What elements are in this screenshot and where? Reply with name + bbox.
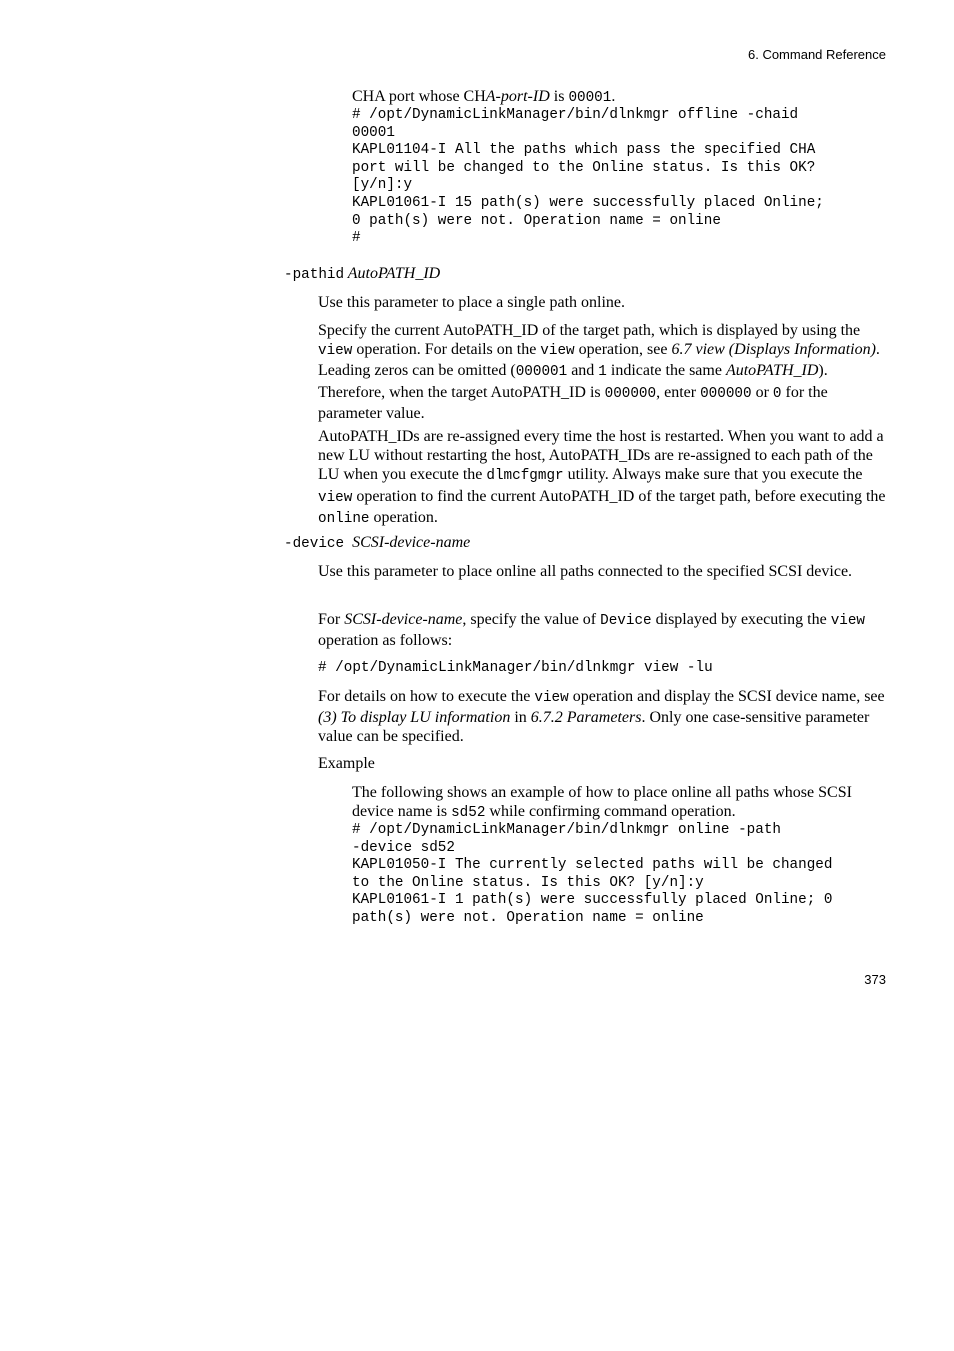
device-para-3 bbox=[318, 687, 890, 747]
device-para-1: Use this parameter to place online all paths connected to the specified SCSI device. bbox=[318, 563, 853, 580]
text: displayed by executing the bbox=[651, 611, 831, 628]
text: , specify the value of bbox=[462, 611, 601, 628]
italic: AutoPATH_ID bbox=[725, 362, 819, 380]
device-flag: -device bbox=[284, 536, 345, 552]
intro-text: . bbox=[611, 88, 616, 105]
code: view bbox=[534, 690, 569, 706]
code: view bbox=[540, 343, 575, 360]
running-header: 6. Command Reference bbox=[747, 47, 886, 62]
text: operation and display the SCSI device name, see bbox=[568, 688, 885, 705]
pathid-flag: -pathid bbox=[284, 267, 345, 283]
text: operation as follows: bbox=[318, 632, 453, 650]
device-arg: SCSI-device-name bbox=[352, 534, 471, 551]
pathid-para-2 bbox=[318, 321, 890, 423]
code: 000001 bbox=[515, 364, 568, 381]
code-example-chaid: # /opt/DynamicLinkManager/bin/dlnkmgr offline -chaid 00001 KAPL01104-I All the paths which pass the specified CHA port will be changed to the Online status. Is this OK? [y/n]:y KAPL01061-I 15 path(s) were successfully placed Online; 0 path(s) were not. Operation name = online # bbox=[352, 107, 824, 247]
code: online bbox=[318, 510, 370, 527]
text: operation. For details on the bbox=[352, 341, 541, 359]
text: . Only one case-sensitive parameter value can be specified. bbox=[318, 709, 870, 746]
text: AutoPATH_IDs are re-assigned every time the host is restarted. When you want to add a new LU without restarting the host, AutoPATH_IDs are re-assigned to each path of the LU when you execute the bbox=[318, 428, 884, 484]
text: . Leading zeros can be omitted ( bbox=[318, 341, 880, 380]
code-view-lu: # /opt/DynamicLinkManager/bin/dlnkmgr view -lu bbox=[318, 660, 713, 676]
text: The following shows an example of how to place online all paths whose SCSI device name is bbox=[352, 784, 852, 821]
intro-line bbox=[352, 87, 892, 108]
code: dlmcfgmgr bbox=[486, 468, 564, 485]
text: operation to find the current AutoPATH_ID of the target path, before executing the bbox=[352, 487, 886, 505]
code: sd52 bbox=[451, 805, 486, 822]
text: and bbox=[567, 362, 599, 380]
xref-link[interactable]: 6.7 view (Displays Information) bbox=[671, 341, 876, 359]
text: in bbox=[510, 709, 531, 727]
text: indicate the same bbox=[606, 362, 726, 380]
intro-code: 00001 bbox=[568, 90, 612, 106]
text: For bbox=[318, 611, 345, 628]
text: while confirming command operation. bbox=[485, 803, 736, 821]
pathid-heading bbox=[284, 264, 440, 285]
text: for the parameter value. bbox=[318, 383, 828, 422]
text: Specify the current AutoPATH_ID of the target path, which is displayed by using the bbox=[318, 322, 861, 339]
xref-link[interactable]: 6.7.2 Parameters bbox=[530, 709, 642, 727]
code: 000000 bbox=[604, 385, 657, 402]
text: ). Therefore, when the target AutoPATH_ID is bbox=[318, 362, 828, 401]
italic: SCSI-device-name bbox=[344, 611, 463, 628]
code: Device bbox=[600, 613, 652, 629]
code: view bbox=[830, 613, 866, 629]
device-para-2 bbox=[318, 610, 890, 650]
text: operation. bbox=[369, 508, 438, 526]
code: 1 bbox=[598, 364, 607, 381]
pathid-arg: AutoPATH_ID bbox=[344, 265, 441, 282]
intro-italic: A-port-ID bbox=[485, 88, 550, 105]
text: , enter bbox=[656, 383, 701, 401]
code: view bbox=[318, 343, 353, 360]
device-heading bbox=[284, 533, 470, 554]
code: view bbox=[318, 489, 353, 506]
pathid-para-3 bbox=[318, 427, 890, 529]
text: utility. Always make sure that you execute the bbox=[563, 466, 863, 484]
code: 000000 bbox=[700, 385, 752, 402]
pathid-para-1: Use this parameter to place a single path online. bbox=[318, 294, 626, 311]
text: operation, see bbox=[574, 341, 672, 359]
page-number: 373 bbox=[864, 972, 886, 987]
text: For details on how to execute the bbox=[318, 688, 535, 705]
code: 0 bbox=[772, 385, 782, 402]
text: or bbox=[751, 383, 773, 401]
intro-text: is bbox=[549, 88, 569, 105]
intro-text: CHA port whose CH bbox=[352, 88, 486, 105]
code-example-device: # /opt/DynamicLinkManager/bin/dlnkmgr online -path -device sd52 KAPL01050-I The currently selected paths will be changed to the Online status. Is this OK? [y/n]:y KAPL01061-I 1 path(s) were successfully placed Online; 0 path(s) were not. Operation name = online bbox=[352, 822, 833, 926]
xref-link[interactable]: (3) To display LU information bbox=[318, 709, 511, 727]
example-label: Example bbox=[318, 755, 375, 772]
example-text bbox=[352, 783, 892, 823]
